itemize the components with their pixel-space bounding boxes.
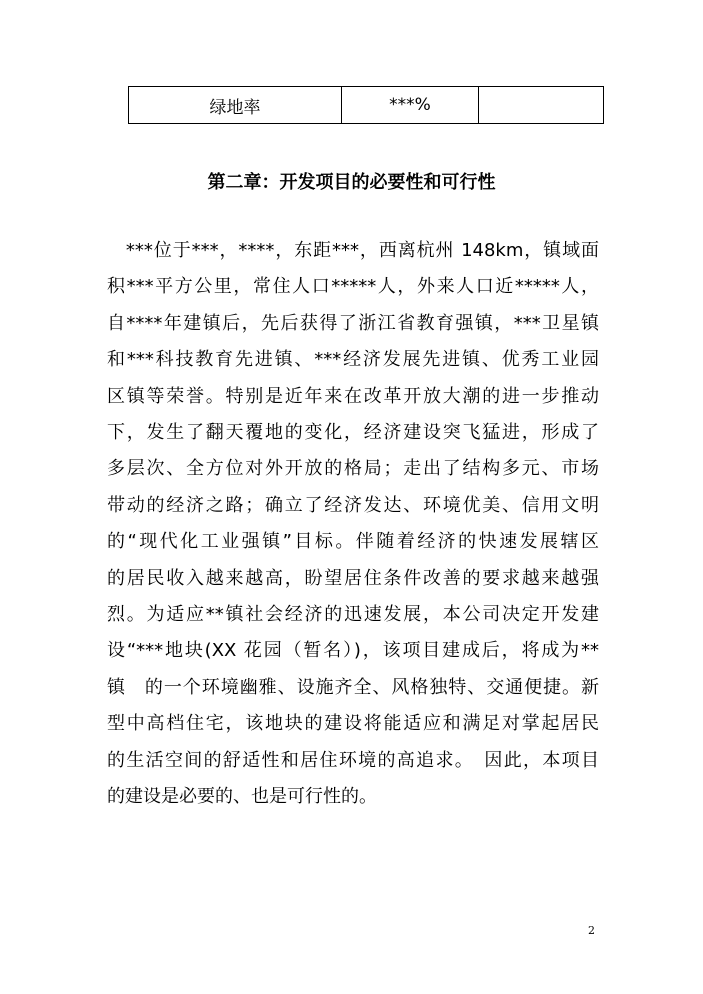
paragraph-line: 的“现代化工业强镇”目标。伴随着经济的快速发展辖区 (107, 531, 599, 553)
paragraph-line: ***位于***，****，东距***，西离杭州 148km，镇域面 (107, 240, 599, 261)
paragraph-line: 的居民收入越来越高，盼望居住条件改善的要求越来越强 (107, 567, 599, 589)
paragraph-line: 下，发生了翻天覆地的变化，经济建设突飞猛进，形成了 (107, 422, 599, 444)
paragraph-line: 和***科技教育先进镇、***经济发展先进镇、优秀工业园 (107, 349, 599, 371)
paragraph-line: 带动的经济之路；确立了经济发达、环境优美、信用文明 (107, 494, 599, 516)
table-row (129, 87, 604, 124)
summary-table (128, 86, 604, 124)
body-paragraph (107, 233, 599, 816)
paragraph-line: 型中高档住宅，该地块的建设将能适应和满足对掌起居民 (107, 713, 599, 735)
paragraph-line: 烈。为适应**镇社会经济的迅速发展，本公司决定开发建 (107, 604, 599, 626)
table-cell-label: 绿地率 (129, 87, 342, 124)
table-cell-empty (479, 87, 604, 124)
paragraph-line: 区镇等荣誉。特别是近年来在改革开放大潮的进一步推动 (107, 385, 599, 407)
chapter-title: 第二章：开发项目的必要性和可行性 (207, 172, 496, 193)
table-cell-value: ***% (342, 87, 479, 124)
paragraph-line: 积***平方公里，常住人口*****人，外来人口近*****人， (107, 276, 599, 298)
paragraph-line: 的建设是必要的、也是可行性的。 (107, 786, 377, 808)
paragraph-line: 镇 的一个环境幽雅、设施齐全、风格独特、交通便捷。新 (107, 676, 599, 698)
page-number: 2 (588, 924, 595, 937)
paragraph-line: 多层次、全方位对外开放的格局；走出了结构多元、市场 (107, 458, 599, 480)
paragraph-line: 设“***地块(XX 花园（暂名）)，该项目建成后，将成为** (107, 640, 599, 662)
paragraph-line: 的生活空间的舒适性和居住环境的高追求。 因此，本项目 (107, 749, 599, 771)
paragraph-line: 自****年建镇后，先后获得了浙江省教育强镇，***卫星镇 (107, 312, 599, 334)
